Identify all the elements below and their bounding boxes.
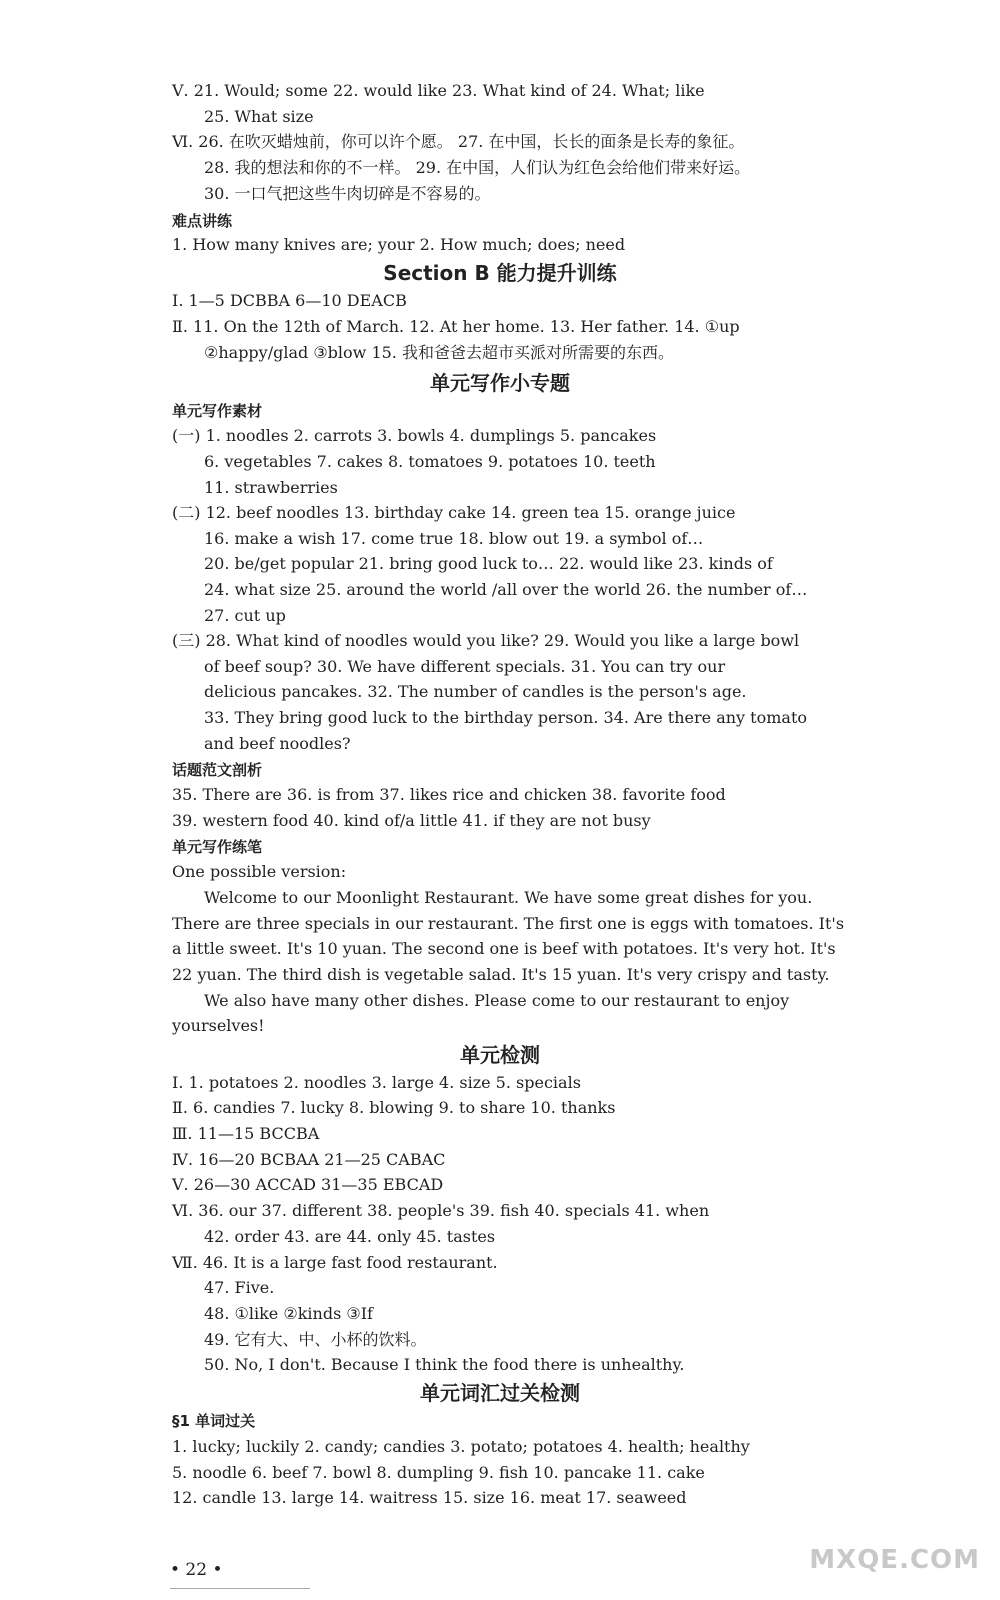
answer-line: (三) 28. What kind of noodles would you like? 29. Would you like a large bowl xyxy=(172,631,800,650)
answer-line: Welcome to our Moonlight Restaurant. We have some great dishes for you. xyxy=(204,888,813,907)
answer-line: 1. How many knives are; your 2. How much; does; need xyxy=(172,235,626,254)
answer-line: We also have many other dishes. Please come to our restaurant to enjoy xyxy=(204,991,790,1010)
section-title: 单元词汇过关检测 xyxy=(420,1381,580,1405)
answer-line: 39. western food 40. kind of/a little 41. if they are not busy xyxy=(172,811,651,830)
answer-line: 11. strawberries xyxy=(204,478,338,497)
answer-line: Ⅴ. 21. Would; some 22. would like 23. What kind of 24. What; like xyxy=(172,81,705,100)
subsection-heading: 单元写作素材 xyxy=(172,402,263,420)
watermark: MXQE.COM xyxy=(809,1545,980,1575)
answer-line: Ⅰ. 1—5 DCBBA 6—10 DEACB xyxy=(172,291,407,310)
answer-line: 50. No, I don't. Because I think the food there is unhealthy. xyxy=(204,1355,685,1374)
answer-line: 6. vegetables 7. cakes 8. tomatoes 9. potatoes 10. teeth xyxy=(204,452,656,471)
answer-line: Ⅵ. 36. our 37. different 38. people's 39. fish 40. specials 41. when xyxy=(172,1201,710,1220)
answer-line: 5. noodle 6. beef 7. bowl 8. dumpling 9. fish 10. pancake 11. cake xyxy=(172,1463,705,1482)
answer-line: 28. 我的想法和你的不一样。 29. 在中国，人们认为红色会给他们带来好运。 xyxy=(204,158,751,177)
answer-line: (一) 1. noodles 2. carrots 3. bowls 4. dumplings 5. pancakes xyxy=(172,426,657,445)
answer-line: 47. Five. xyxy=(204,1278,275,1297)
answer-line: 1. lucky; luckily 2. candy; candies 3. potato; potatoes 4. health; healthy xyxy=(172,1437,750,1456)
answer-line: (二) 12. beef noodles 13. birthday cake 14. green tea 15. orange juice xyxy=(172,503,736,522)
subsection-heading: §1 单词过关 xyxy=(172,1412,256,1430)
answer-line: Ⅰ. 1. potatoes 2. noodles 3. large 4. size 5. specials xyxy=(172,1073,581,1092)
answer-line: delicious pancakes. 32. The number of candles is the person's age. xyxy=(204,682,747,701)
answer-line: Ⅲ. 11—15 BCCBA xyxy=(172,1124,320,1143)
answer-line: 33. They bring good luck to the birthday person. 34. Are there any tomato xyxy=(204,708,808,727)
answer-line: 35. There are 36. is from 37. likes rice and chicken 38. favorite food xyxy=(172,785,726,804)
section-title: 单元检测 xyxy=(460,1043,540,1067)
answer-line: Ⅱ. 11. On the 12th of March. 12. At her home. 13. Her father. 14. ①up xyxy=(172,317,740,336)
answer-line: 42. order 43. are 44. only 45. tastes xyxy=(204,1227,496,1246)
answer-line: Ⅳ. 16—20 BCBAA 21—25 CABAC xyxy=(172,1150,446,1169)
answer-line: Ⅱ. 6. candies 7. lucky 8. blowing 9. to share 10. thanks xyxy=(172,1098,616,1117)
answer-line: One possible version: xyxy=(172,862,347,881)
page-number: • 22 • xyxy=(170,1560,223,1580)
answer-line: Ⅶ. 46. It is a large fast food restaurant. xyxy=(172,1253,498,1272)
answer-line: ②happy/glad ③blow 15. 我和爸爸去超市买派对所需要的东西。 xyxy=(204,343,674,362)
answer-line: 27. cut up xyxy=(204,606,286,625)
answer-line: yourselves! xyxy=(172,1016,265,1035)
answer-line: Ⅴ. 26—30 ACCAD 31—35 EBCAD xyxy=(172,1175,444,1194)
answer-line: 48. ①like ②kinds ③If xyxy=(204,1304,373,1323)
answer-line: a little sweet. It's 10 yuan. The second one is beef with potatoes. It's very hot. It's xyxy=(172,939,836,958)
answer-line: of beef soup? 30. We have different specials. 31. You can try our xyxy=(204,657,726,676)
answer-line: There are three specials in our restaurant. The first one is eggs with tomatoes. It's xyxy=(172,914,845,933)
answer-line: 22 yuan. The third dish is vegetable salad. It's 15 yuan. It's very crispy and tasty. xyxy=(172,965,830,984)
subsection-heading: 难点讲练 xyxy=(172,212,233,230)
answer-line: and beef noodles? xyxy=(204,734,351,753)
section-title: Section B 能力提升训练 xyxy=(383,261,617,285)
answer-line: 24. what size 25. around the world /all over the world 26. the number of… xyxy=(204,580,808,599)
subsection-heading: 单元写作练笔 xyxy=(172,838,263,856)
answer-line: 12. candle 13. large 14. waitress 15. size 16. meat 17. seaweed xyxy=(172,1488,687,1507)
answer-line: 20. be/get popular 21. bring good luck to… 22. would like 23. kinds of xyxy=(204,554,773,573)
answer-line: 49. 它有大、中、小杯的饮料。 xyxy=(204,1330,427,1349)
section-title: 单元写作小专题 xyxy=(430,371,570,395)
answer-line: 25. What size xyxy=(204,107,314,126)
answer-line: Ⅵ. 26. 在吹灭蜡烛前，你可以许个愿。 27. 在中国，长长的面条是长寿的象征。 xyxy=(172,132,745,151)
subsection-heading: 话题范文剖析 xyxy=(172,761,263,779)
answer-line: 16. make a wish 17. come true 18. blow out 19. a symbol of… xyxy=(204,529,704,548)
answer-line: 30. 一口气把这些牛肉切碎是不容易的。 xyxy=(204,184,491,203)
footer-rule xyxy=(170,1588,310,1589)
